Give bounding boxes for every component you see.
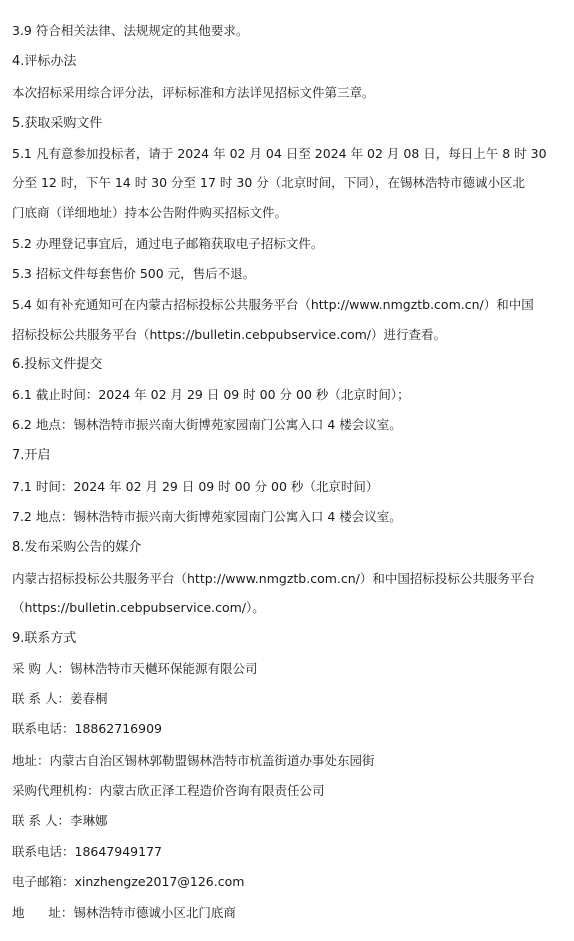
section-7-heading: 7.开启: [12, 448, 51, 463]
clause-5-1-line2: 分至 12 时，下午 14 时 30 分至 17 时 30 分（北京时间，下同），在锡林浩特市德诚小区北: [12, 175, 526, 190]
agency-contact-line: 联 系 人：李琳娜: [12, 813, 108, 828]
clause-5-2: 5.2 办理登记事宜后，通过电子邮箱获取电子招标文件。: [12, 236, 324, 251]
buyer-line: 采 购 人：锡林浩特市天樾环保能源有限公司: [12, 661, 258, 676]
agency-phone-line: 联系电话：18647949177: [12, 844, 162, 859]
buyer-contact-line: 联 系 人：姜春桐: [12, 691, 108, 706]
clause-7-1: 7.1 时间：2024 年 02 月 29 日 09 时 00 分 00 秒（北京时间）: [12, 479, 379, 494]
agency-address-line: 地 址：锡林浩特市德诚小区北门底商: [12, 905, 236, 920]
clause-6-2: 6.2 地点：锡林浩特市振兴南大街博苑家园南门公寓入口 4 楼会议室。: [12, 417, 402, 432]
section-8-heading: 8.发布采购公告的媒介: [12, 540, 142, 555]
clause-5-1-line3: 门底商（详细地址）持本公告附件购买招标文件。: [12, 205, 288, 220]
buyer-phone-line: 联系电话：18862716909: [12, 721, 162, 736]
section-5-heading: 5.获取采购文件: [12, 116, 103, 131]
section-8-line2: （https://bulletin.cebpubservice.com/）。: [12, 600, 265, 615]
section-4-text: 本次招标采用综合评分法，评标标准和方法详见招标文件第三章。: [12, 85, 375, 100]
clause-5-1-line1: 5.1 凡有意参加投标者，请于 2024 年 02 月 04 日至 2024 年 02 月 08 日，每日上午 8 时 30: [12, 146, 547, 161]
clause-7-2: 7.2 地点：锡林浩特市振兴南大街博苑家园南门公寓入口 4 楼会议室。: [12, 509, 402, 524]
clause-5-3: 5.3 招标文件每套售价 500 元，售后不退。: [12, 266, 256, 281]
clause-5-4-line1: 5.4 如有补充通知可在内蒙古招标投标公共服务平台（http://www.nmgztb.com.cn/）和中国: [12, 297, 534, 312]
agency-email-line: 电子邮箱：xinzhengze2017@126.com: [12, 874, 245, 889]
section-4-heading: 4.评标办法: [12, 54, 77, 69]
clause-3-9: 3.9 符合相关法律、法规规定的其他要求。: [12, 23, 249, 38]
agency-line: 采购代理机构：内蒙古欣正泽工程造价咨询有限责任公司: [12, 783, 325, 798]
buyer-address-line: 地址：内蒙古自治区锡林郭勒盟锡林浩特市杭盖街道办事处东园街: [12, 753, 375, 768]
section-8-line1: 内蒙古招标投标公共服务平台（http://www.nmgztb.com.cn/）和中国招标投标公共服务平台: [12, 571, 535, 586]
section-9-heading: 9.联系方式: [12, 631, 77, 646]
clause-5-4-line2: 招标投标公共服务平台（https://bulletin.cebpubservice.com/）进行查看。: [12, 327, 447, 342]
clause-6-1: 6.1 截止时间：2024 年 02 月 29 日 09 时 00 分 00 秒（北京时间）；: [12, 387, 410, 402]
section-6-heading: 6.投标文件提交: [12, 357, 103, 372]
